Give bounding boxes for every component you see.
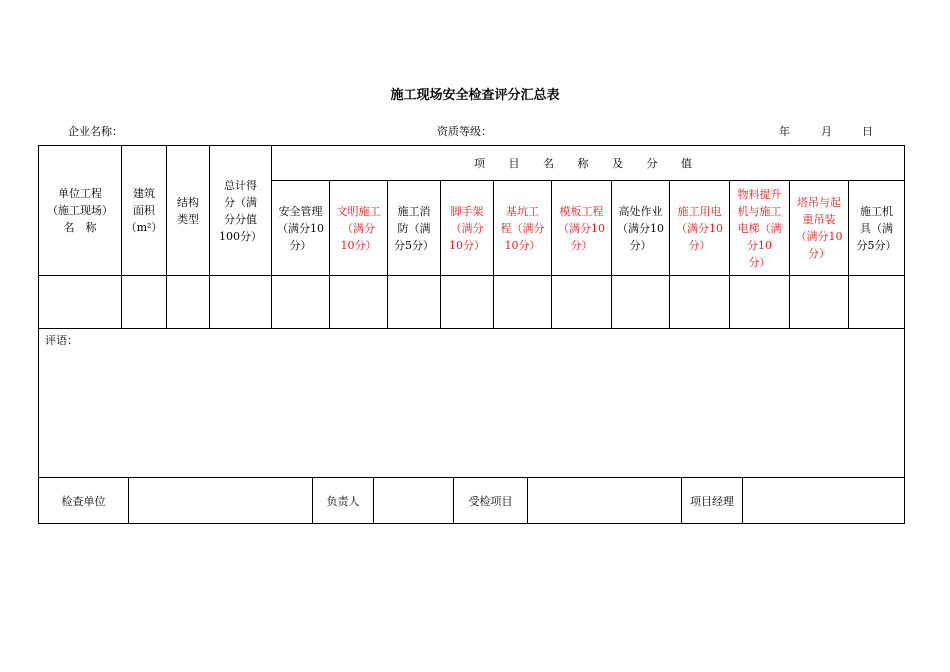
item-header-line: 施工用电 [677,204,722,218]
item-header-line: （满分10 [795,230,843,243]
item-header-line: 施工机 [860,204,894,218]
qualification-grade-label: 资质等级： [437,125,492,138]
item-header-line: 物料提升 [737,187,782,201]
responsible-person-label: 负责人 [313,478,374,524]
data-cell[interactable] [441,276,494,329]
data-cell[interactable] [39,276,122,329]
item-header-line: 脚手架 [450,204,484,218]
item-header-line: （满分 [450,221,484,235]
item-header-line: 分5分） [856,238,897,252]
data-cell[interactable] [167,276,210,329]
unit-project-header: 单位工程 （施工现场） 名 称 [39,146,122,276]
inspected-project-label: 受检项目 [454,478,528,524]
item-header-line: 具（满 [860,221,894,235]
item-header-6 [552,181,612,276]
data-cell[interactable] [670,276,730,329]
data-cell[interactable] [272,276,330,329]
item-header-4 [441,181,494,276]
data-cell[interactable] [330,276,388,329]
data-cell[interactable] [388,276,441,329]
item-header-line: 施工消 [397,204,431,218]
item-header-line: 分） [748,255,771,269]
item-header-line: （满分10 [676,221,723,235]
item-header-line: 文明施工 [336,204,381,218]
comments-area[interactable] [39,329,905,478]
items-title-header: 项 目 名 称 及 分 值 [272,146,905,181]
structure-type-header: 结构 类型 [167,146,210,276]
item-header-line: 重吊装 [802,213,836,226]
floor-area-header: 建筑 面积 （m²） [122,146,167,276]
data-cell[interactable] [612,276,670,329]
item-header-line: 分10 [747,238,772,252]
data-cell[interactable] [210,276,272,329]
day-label: 日 [862,125,873,138]
data-cell[interactable] [552,276,612,329]
project-manager-field[interactable] [743,478,905,524]
item-header-line: 安全管理 [278,204,323,218]
item-header-11 [849,181,905,276]
item-header-line: 分） [289,238,312,252]
item-header-line: 高处作业 [618,204,663,218]
data-cell[interactable] [122,276,167,329]
item-header-line: （满分 [342,221,375,235]
item-header-line: 基坑工 [506,204,539,218]
item-header-line: 机与施工 [737,204,782,218]
data-cell[interactable] [730,276,790,329]
item-header-line: 分） [570,238,593,252]
item-header-9 [730,181,790,276]
total-score-header: 总计得 分（满 分分值 100分） [210,146,272,276]
item-header-line: 10分） [340,238,377,252]
item-header-8 [670,181,730,276]
responsible-person-field[interactable] [374,478,454,524]
item-header-line: （满分10 [558,221,605,235]
data-cell[interactable] [790,276,849,329]
item-header-line: 分） [808,247,830,260]
data-cell[interactable] [849,276,905,329]
company-name-label: 企业名称： [68,125,123,138]
item-header-line: 10分） [449,238,485,252]
inspect-unit-field[interactable] [129,478,313,524]
inspect-unit-label: 检查单位 [39,478,129,524]
item-header-1 [272,181,330,276]
month-label: 月 [821,125,832,138]
year-label: 年 [779,125,790,138]
item-header-line: 分） [629,238,652,252]
item-header-line: （满分10 [277,221,324,235]
item-header-line: 防（满 [397,221,431,235]
item-header-line: 塔吊与起 [797,196,841,209]
score-summary-table [38,145,905,478]
item-header-line: 程（满分 [500,221,545,235]
item-header-line: 分） [688,238,711,252]
item-header-line: 电梯（满 [737,221,782,235]
item-header-5 [494,181,552,276]
comments-label: 评语： [45,334,78,347]
item-header-3 [388,181,441,276]
item-header-2 [330,181,388,276]
item-header-line: 分5分） [394,238,434,252]
signature-table [38,477,905,524]
item-header-7 [612,181,670,276]
data-cell[interactable] [494,276,552,329]
item-header-10 [790,181,849,276]
inspected-project-field[interactable] [528,478,682,524]
project-manager-label: 项目经理 [682,478,743,524]
form-title: 施工现场安全检查评分汇总表 [390,88,560,103]
item-header-line: 10分） [504,238,541,252]
item-header-line: （满分10 [617,221,664,235]
item-header-line: 模板工程 [559,204,604,218]
